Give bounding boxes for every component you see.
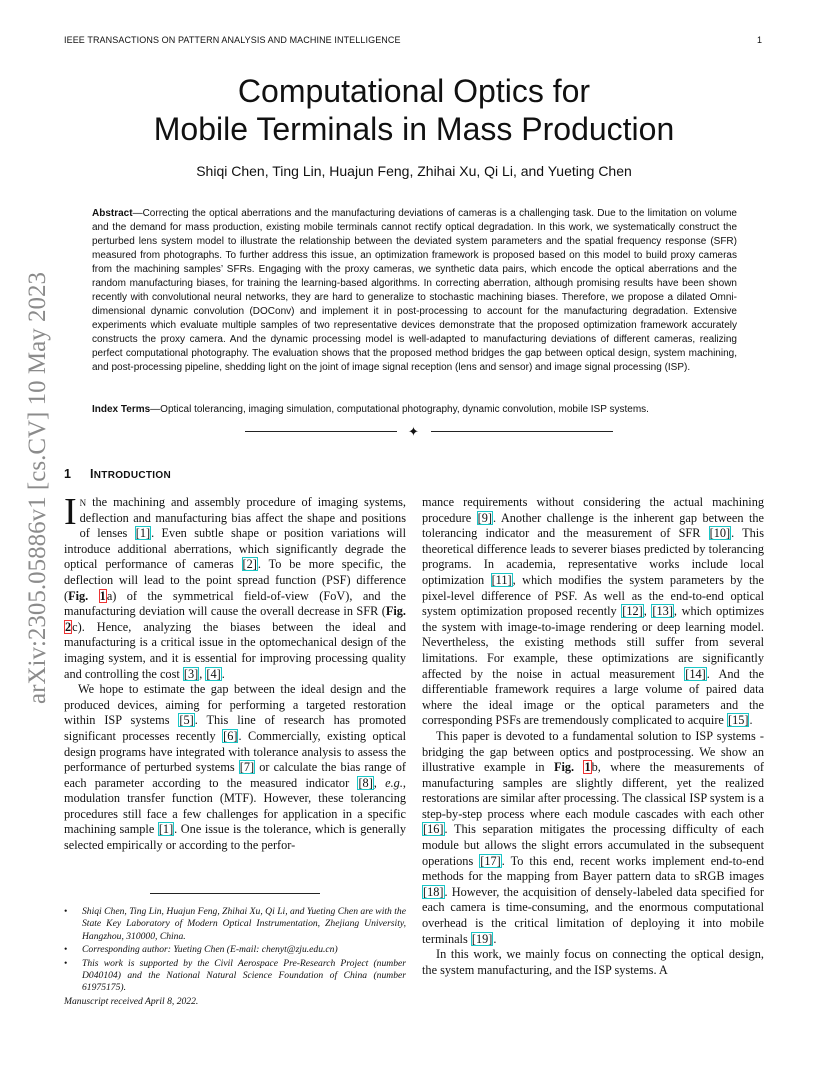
arxiv-stamp	[18, 272, 58, 704]
intro-paragraph-5: In this work, we mainly focus on connecting the optical design, the system manufacturing, and the ISP systems. A	[422, 947, 764, 977]
paper-title	[64, 72, 764, 148]
journal-header: IEEE TRANSACTIONS ON PATTERN ANALYSIS AND MACHINE INTELLIGENCE	[64, 35, 401, 45]
citation-link[interactable]: [9]	[477, 510, 492, 525]
arxiv-identifier[interactable]: arXiv:2305.05886v1 [cs.CV] 10 May 2023	[24, 272, 51, 704]
author-list: Shiqi Chen, Ting Lin, Huajun Feng, Zhihai Xu, Qi Li, and Yueting Chen	[196, 163, 632, 179]
citation-link[interactable]: [2]	[242, 557, 257, 572]
section-title-rest: NTRODUCTION	[93, 470, 171, 481]
intro-paragraph-3: mance requirements without considering the actual machining procedure [9]. Another challenge is the inherent gap between the tolerancing indicator and the measurement of SFR [10]. This theoretical difference leads to severer biases predicted by tolerancing programs. In academia, representative works include local optimization [11], which modifies the system parameters by the pixel-level difference of PSF. As well as the end-to-end optical system optimization proposed recently [12], [13], which optimizes the system with image-to-image rendering or deep learning model. Nevertheless, the existing methods still suffer from several limitations. For example, these optimizations are significantly affected by the noise in actual measurement [14]. And the differentiable framework requires a large volume of paired data where the ideal image or the optical parameters and the corresponding PSFs are tremendously complicated to acquire [15].	[422, 495, 765, 728]
footnotes	[64, 906, 406, 996]
section-title-initial: I	[90, 467, 94, 481]
bullet-icon: •	[64, 906, 68, 917]
bullet-icon: •	[64, 957, 68, 969]
citation-link[interactable]: [10]	[709, 526, 731, 541]
bullet-icon: •	[64, 944, 68, 956]
citation-link[interactable]: [11]	[491, 572, 512, 587]
citation-link[interactable]: [1]	[158, 822, 174, 837]
citation-link[interactable]: [5]	[179, 713, 194, 728]
section-number: 1	[64, 467, 72, 481]
divider-line-left	[245, 431, 397, 432]
intro-paragraph-4: This paper is devoted to a fundamental solution to ISP systems - bridging the gap between optics and postprocessing. We show an illustrative example in Fig. 1b, where the measurements of manufacturing samples are slightly different, yet the realized restorations are similar after processing. The classical ISP system is a step-by-step process where each module cascades with each other [16]. This separation mitigates the processing difficulty of each module but allows the slight errors accumulated in the subsequent operations [17]. To this end, recent works implement end-to-end methods for the mapping from Bayer pattern data to sRGB images [18]. However, the acquisition of densely-labeled data specified for each camera is time-consuming, and the enormous computational overhead is the critical limitation of deploying it into mobile terminals [19].	[422, 728, 764, 946]
footnote-rule	[150, 893, 320, 894]
page-number: 1	[757, 35, 763, 45]
citation-link[interactable]: [12]	[622, 604, 643, 619]
citation-link[interactable]: [19]	[471, 931, 493, 946]
intro-paragraph-1: In the machining and assembly procedure of imaging systems, deflection and manufacturing bias affect the shape and positions of lenses [1]. Even subtle shape or position variations will introduce additional aberrations, which significantly degrade the optical performance of cameras [2]. To be more specific, the deflection will lead to the point spread function (PSF) difference (Fig. 1a) of the symmetrical field-of-view (FoV), and the manufacturing deviation will cause the overall decrease in SFR (Fig. 2c). Hence, analyzing the biases between the ideal and manufacturing is a critical issue in the optomechanical design of the imaging system, and it is essential for improving processing quality and controlling the cost [3], [4].	[64, 491, 406, 681]
citation-link[interactable]: [16]	[423, 822, 444, 837]
abstract	[92, 207, 737, 375]
citation-link[interactable]: [18]	[423, 884, 444, 899]
citation-link[interactable]: [8]	[358, 775, 373, 790]
abstract-text: —Correcting the optical aberrations and the manufacturing deviations of cameras is a challenging task. Due to the limitation on volume and the demand for mass production, existing mobile terminals cannot rectify optical degradation. In this work, we systematically construct the perturbed lens system model to illustrate the relationship between the deviated system parameters and the spatial frequency response (SFR) measured from photographs. To further address this issue, an optimization framework is proposed based on this model to build proxy cameras from the machining samples’ SFRs. Engaging with the proxy cameras, we synthetic data pairs, which encode the optical aberrations and the random manufacturing biases, for training the learning-based algorithms. In correcting aberration, although promising results have been shown recently with convolutional neural networks, they are hard to generalize to stochastic machining biases. Therefore, we propose a dilated Omni-dimensional dynamic convolution (DOConv) and implement it in post-processing to account for the manufacturing degradation. Extensive experiments which evaluate multiple samples of two representative devices demonstrate that the proposed optimization framework accurately constructs the proxy camera. And the dynamic processing model is well-adapted to manufacturing deviations of different cameras, realizing perfect computational photography. The evaluation shows that the proposed method bridges the gap between optical design, system machining, and post-processing pipeline, shedding light on the joint of image signal reception (lens and sensor) and image signal processing (ISP).	[92, 208, 737, 373]
index-terms	[92, 403, 737, 417]
footnote-affiliation: • Shiqi Chen, Ting Lin, Huajun Feng, Zhihai Xu, Qi Li, and Yueting Chen are with the State Key Laboratory of Modern Optical Instrumentation, Zhejiang University, Hangzhou, 310000, China.	[64, 906, 406, 942]
footnote-corresponding-author: • Corresponding author: Yueting Chen (E-mail: chenyt@zju.edu.cn)	[64, 944, 338, 956]
divider-diamond-icon: ✦	[408, 424, 419, 439]
manuscript-received-note: Manuscript received April 8, 2022.	[64, 996, 199, 1007]
citation-link[interactable]: [13]	[652, 604, 673, 619]
citation-link[interactable]: [14]	[685, 666, 706, 681]
index-terms-label: Index Terms	[92, 404, 151, 415]
figure-link[interactable]: 2	[65, 619, 72, 634]
citation-link[interactable]: [17]	[480, 853, 501, 868]
figure-reference: Fig. 1	[553, 760, 591, 775]
divider-line-right	[431, 431, 613, 432]
title-line-1: Computational Optics for	[237, 73, 591, 109]
figure-reference: Fig. 1	[68, 588, 106, 603]
index-terms-text: —Optical tolerancing, imaging simulation, computational photography, dynamic convolution, mobile ISP systems.	[150, 404, 649, 415]
left-column	[64, 491, 407, 854]
citation-link[interactable]: [6]	[223, 728, 238, 743]
figure-link[interactable]: 1	[584, 760, 591, 775]
citation-link[interactable]: [15]	[727, 713, 749, 728]
right-column	[422, 495, 764, 978]
section-divider	[245, 425, 613, 439]
citation-link[interactable]: [1]	[135, 526, 151, 541]
citation-link[interactable]: [4]	[206, 666, 221, 681]
figure-link[interactable]: 1	[99, 588, 106, 603]
intro-paragraph-2: We hope to estimate the gap between the ideal design and the produced devices, aiming for performing a targeted restoration within ISP systems [5]. This line of research has promoted significant processes recently [6]. Commercially, existing optical design programs have integrated with tolerance analysis to assess the performance of perturbed systems [7] or calculate the bias range of each parameter according to the measured indicator [8], e.g., modulation transfer function (MTF). However, these tolerancing procedures still face a few challenges for application in a specific machining sample [1]. One issue is the tolerance, which is generally selected empirically or according to the perfor-	[64, 682, 407, 853]
citation-link[interactable]: [7]	[239, 760, 255, 775]
abstract-label: Abstract	[92, 208, 133, 219]
citation-link[interactable]: [3]	[183, 666, 199, 681]
footnote-funding: • This work is supported by the Civil Aerospace Pre-Research Project (number D040104) and the National Natural Science Foundation of China (number 61975175).	[64, 957, 406, 994]
figure-reference: Fig. 2	[65, 604, 406, 634]
title-line-2: Mobile Terminals in Mass Production	[153, 111, 675, 147]
drop-cap: I	[64, 491, 77, 533]
section-heading	[64, 467, 171, 481]
